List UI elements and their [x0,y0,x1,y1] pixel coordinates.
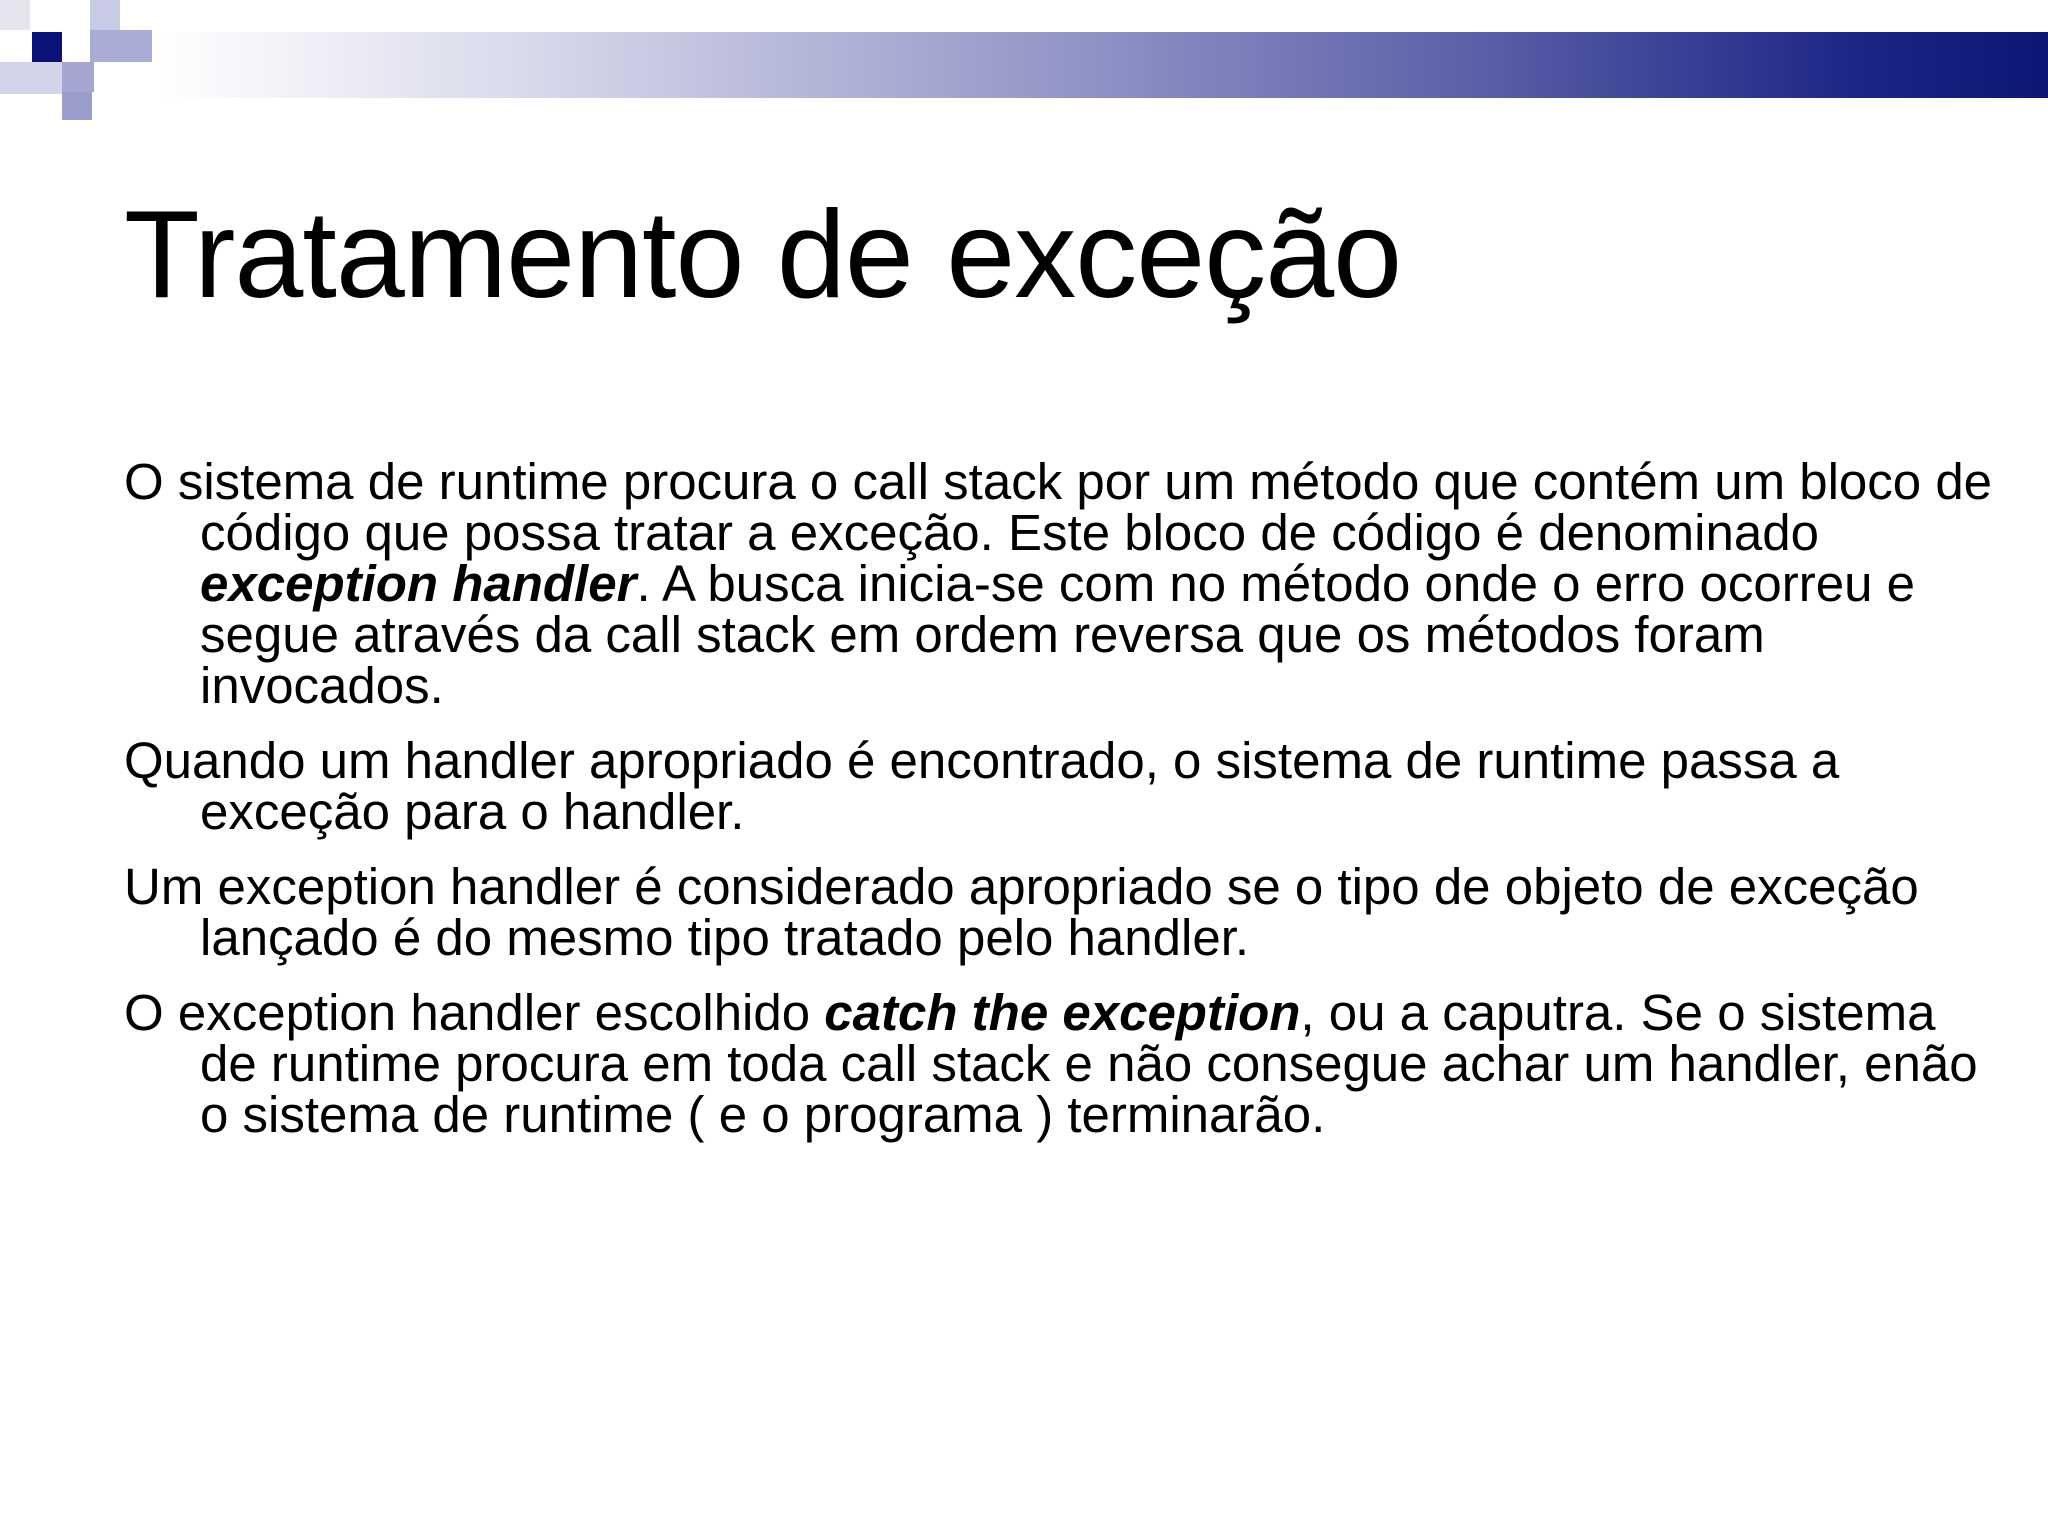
body-paragraph [124,453,2004,714]
corner-decoration-square [0,0,30,30]
paragraph-text: Um exception handler é considerado apropriado se o tipo de objeto de exceção lançado é do mesmo tipo tratado pelo handler. [124,858,1919,966]
paragraph-text: O exception handler escolhido [124,984,825,1041]
corner-decoration-square [90,30,152,62]
paragraph-text: , ou a caputra. Se o sistema de runtime procura em toda call stack e não consegue achar um handler, enão o sistema de runtime ( e o programa ) terminarão. [200,984,1978,1143]
corner-accent-square [32,32,62,62]
header-gradient-band [160,32,2048,98]
corner-decoration-square [90,0,120,30]
slide-title: Tratamento de exceção [124,186,1402,324]
corner-decoration-square [62,92,92,120]
emphasized-term: catch the exception [824,984,1301,1041]
body-paragraph [124,984,2004,1143]
body-paragraph [124,732,2004,840]
body-paragraph [124,858,2004,966]
paragraph-text: . A busca inicia-se com no método onde o erro ocorreu e segue através da call stack em ordem reversa que os métodos foram invocados. [200,555,1916,714]
corner-decoration-square [0,62,62,94]
slide-body [124,453,2004,1164]
emphasized-term: exception handler [200,555,637,612]
corner-decoration-square [62,62,94,92]
paragraph-text: Quando um handler apropriado é encontrado, o sistema de runtime passa a exceção para o handler. [124,732,1840,840]
paragraph-text: O sistema de runtime procura o call stack por um método que contém um bloco de código que possa tratar a exceção. Este bloco de código é denominado [124,453,1993,561]
